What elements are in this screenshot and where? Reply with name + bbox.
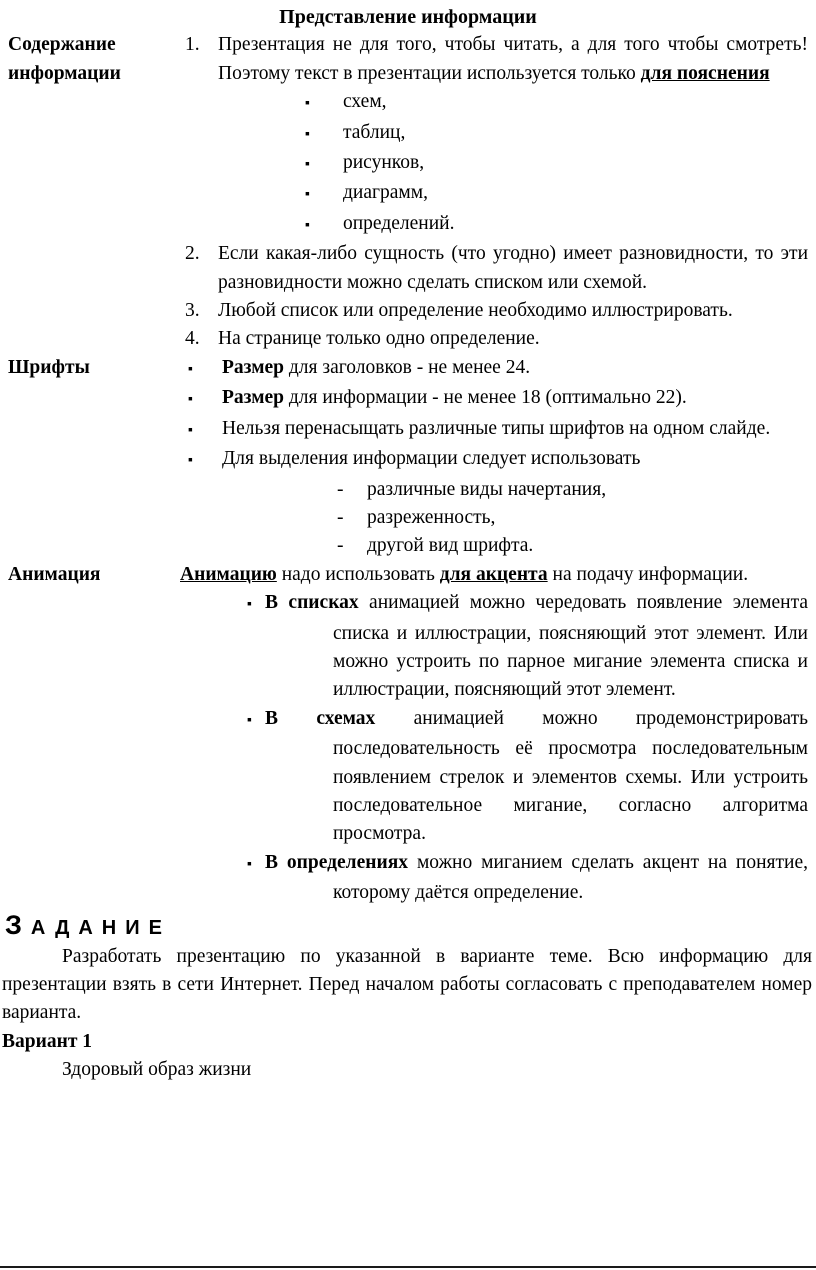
list-item-text: другой вид шрифта. <box>367 535 534 557</box>
list-item <box>180 179 808 209</box>
list-item-text: определений. <box>343 212 455 234</box>
section-content-info <box>0 31 816 353</box>
document-title: Представление информации <box>279 6 537 28</box>
dash-bullet-icon: - <box>337 478 344 500</box>
sub-list-item <box>180 504 808 532</box>
section-body-animation <box>180 561 808 908</box>
list-item-bold: Размер <box>222 387 285 409</box>
list-item-text: схем, <box>343 91 387 113</box>
square-bullet-icon: ▪ <box>305 217 310 233</box>
list-item-text: анимацией можно продемонстрировать последовательность её просмотра последовательным появлением стрелок и элементов схемы. Или устроить последовательное мигание, согласно алгоритма просмотра. <box>333 707 808 845</box>
item-text-emphasis: для пояснения <box>640 62 770 84</box>
list-item <box>180 119 808 149</box>
underlined-text: для акцента <box>439 563 548 585</box>
item-number: 3. <box>185 300 200 322</box>
square-bullet-icon: ▪ <box>305 157 310 173</box>
paragraph-text: на подачу информации. <box>547 563 749 585</box>
numbered-item-1 <box>180 31 808 88</box>
variant-label: Вариант 1 <box>2 1030 93 1052</box>
list-item-bold: В определениях <box>265 851 409 873</box>
item-number: 1. <box>185 34 200 56</box>
section-label-animation: Анимация <box>8 563 101 585</box>
list-item-bold: В схемах <box>265 707 376 729</box>
numbered-item-2 <box>180 240 808 297</box>
sub-list-item <box>180 532 808 560</box>
list-item-text: рисунков, <box>343 152 425 174</box>
list-item <box>180 705 808 849</box>
list-item <box>180 149 808 179</box>
square-bullet-icon: ▪ <box>247 856 252 872</box>
square-bullet-icon: ▪ <box>247 597 252 613</box>
task-heading-rest: АДАНИЕ <box>30 916 171 939</box>
list-item <box>180 210 808 240</box>
square-bullet-icon: ▪ <box>188 392 193 408</box>
dash-bullet-icon: - <box>337 506 344 528</box>
item-number: 2. <box>185 243 200 265</box>
variant-topic: Здоровый образ жизни <box>62 1059 252 1081</box>
list-item <box>180 354 808 384</box>
section-fonts <box>0 354 816 561</box>
list-item <box>180 88 808 118</box>
dash-bullet-icon: - <box>337 535 344 557</box>
item-text: Если какая-либо сущность (что угодно) имеет разновидности, то эти разновидности можно сделать списком или схемой. <box>218 243 808 293</box>
animation-paragraph <box>180 561 808 589</box>
paragraph-text: надо использовать <box>276 563 440 585</box>
list-item-bold: В списках <box>265 592 359 614</box>
item-text: Презентация не для того, чтобы читать, а для того чтобы смотреть! Поэтому текст в презентации используется только <box>218 34 808 84</box>
square-bullet-icon: ▪ <box>305 187 310 203</box>
list-item-text: можно миганием сделать акцент на понятие, которому даётся определение. <box>333 851 808 904</box>
square-bullet-icon: ▪ <box>188 453 193 469</box>
list-item <box>180 589 808 705</box>
list-item-text: Для выделения информации следует использовать <box>222 448 641 470</box>
square-bullet-icon: ▪ <box>305 126 310 142</box>
square-bullet-icon: ▪ <box>188 361 193 377</box>
list-item <box>180 445 808 475</box>
section-body-fonts <box>180 354 808 561</box>
section-body-content-info <box>180 31 808 353</box>
item-number: 4. <box>185 328 200 350</box>
underlined-text: Анимацию <box>180 563 277 585</box>
item-text: На странице только одно определение. <box>218 328 540 350</box>
list-item-bold: Размер <box>222 356 285 378</box>
section-animation <box>0 561 816 908</box>
numbered-item-4 <box>180 325 808 353</box>
list-item <box>180 384 808 414</box>
square-bullet-icon: ▪ <box>247 712 252 728</box>
list-item <box>180 415 808 445</box>
task-heading-first-letter: З <box>5 909 31 940</box>
item-text: Любой список или определение необходимо иллюстрировать. <box>218 300 733 322</box>
task-paragraph: Разработать презентацию по указанной в варианте теме. Всю информацию для презентации взять в сети Интернет. Перед началом работы согласовать с преподавателем номер варианта. <box>2 945 812 1024</box>
bottom-divider <box>0 1266 816 1268</box>
list-item <box>180 849 808 908</box>
section-label-fonts: Шрифты <box>8 356 90 378</box>
sub-list-item <box>180 476 808 504</box>
list-item-text: разреженность, <box>367 506 496 528</box>
square-bullet-icon: ▪ <box>188 422 193 438</box>
list-item-text: для заголовков - не менее 24. <box>284 356 531 378</box>
list-item-text: различные виды начертания, <box>367 478 607 500</box>
list-item-text: диаграмм, <box>343 182 428 204</box>
list-item-text: Нельзя перенасыщать различные типы шрифтов на одном слайде. <box>222 417 771 439</box>
list-item-text: анимацией можно чередовать появление элемента списка и иллюстрации, поясняющий этот элемент. Или можно устроить по парное мигание элемента списка и иллюстрации, поясняющий этот элемент. <box>333 592 808 701</box>
section-label-content-info: Содержание информации <box>8 34 121 84</box>
numbered-item-3 <box>180 297 808 325</box>
square-bullet-icon: ▪ <box>305 96 310 112</box>
task-heading <box>0 910 816 943</box>
list-item-text: для информации - не менее 18 (оптимально 22). <box>284 387 687 409</box>
list-item-text: таблиц, <box>343 121 406 143</box>
